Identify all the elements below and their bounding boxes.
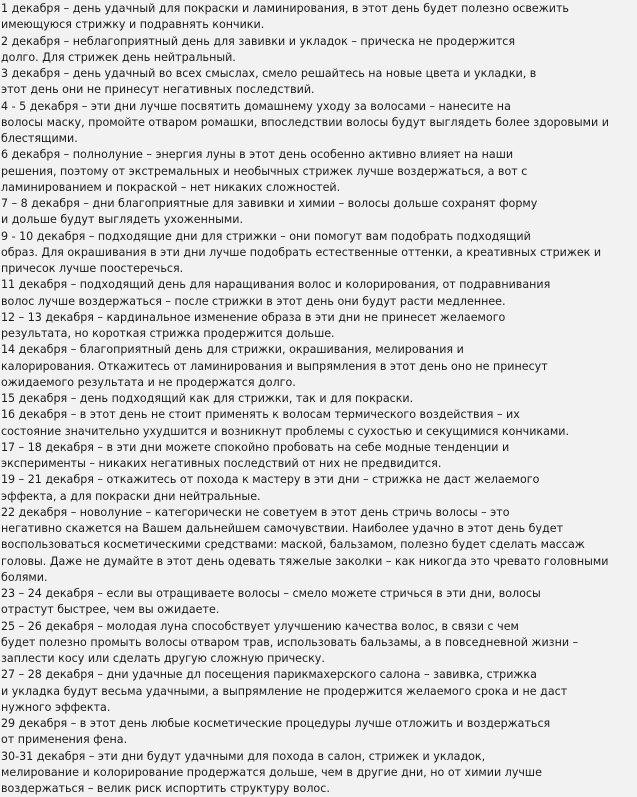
text-line: заплести косу или сделать другую сложную прическу.: [1, 652, 325, 665]
text-line: состояние значительно ухудшится и возникнут проблемы с сухостью и секущимися кончиками.: [1, 424, 570, 438]
text-line: ожидаемого результата и не продержатся долго.: [1, 375, 296, 389]
text-line: 7 – 8 декабря – дни благоприятные для завивки и химии – волосы дольше сохранят форму: [1, 197, 538, 210]
text-line: 1 декабря – день удачный для покраски и ламинирования, в этот день будет полезно освежить: [1, 2, 569, 15]
text-line: образ. Для окрашивания в эти дни лучше подобрать естественные оттенки, а креативных стрижек и: [1, 245, 602, 259]
text-line: воздержаться – велик риск испортить структуру волос.: [1, 782, 330, 795]
text-line: имеющуюся стрижку и подравнять кончики.: [1, 18, 265, 32]
text-line: от применения фена.: [1, 733, 128, 747]
text-line: 14 декабря – благоприятный день для стрижки, окрашивания, мелирования и: [1, 343, 464, 357]
text-line: результата, но короткая стрижка продержится дольше.: [1, 327, 335, 340]
text-line: 9 - 10 декабря – подходящие дни для стрижки – они помогут вам подобрать подходящий: [1, 229, 531, 243]
text-line: и укладка будут весьма удачными, а выпрямление не продержится желаемого срока и не даст: [1, 684, 568, 698]
text-line: ламинированием и покраской – нет никаких сложностей.: [1, 180, 341, 194]
text-line: негативно скажется на Вашем дальнейшем самочувствии. Наиболее удачно в этот день будет: [1, 522, 564, 535]
text-line: решения, поэтому от экстремальных и необычных стрижек лучше воздержаться, а вот с: [1, 164, 528, 178]
text-line: 6 декабря – полнолуние – энергия луны в этот день особенно активно влияет на наши: [1, 148, 514, 162]
text-line: 3 декабря – день удачный во всех смыслах, смело решайтесь на новые цвета и укладки, в: [1, 67, 537, 80]
text-line: 25 – 26 декабря – молодая луна способствует улучшению качества волос, в связи с чем: [1, 619, 519, 633]
text-line: отрастут быстрее, чем вы ожидаете.: [1, 603, 220, 617]
text-line: и дольше будут выглядеть ухоженными.: [1, 213, 243, 227]
text-line: мелирование и колорирование продержатся дольше, чем в другие дни, но от химии лучше: [1, 765, 542, 779]
text-line: 27 – 28 декабря – дни удачные дл посещения парикмахерского салона – завивка, стрижка: [1, 668, 537, 682]
text-line: 4 - 5 декабря – эти дни лучше посвятить домашнему уходу за волосами – нанесите на: [1, 99, 511, 113]
text-line: этот день они не принесут негативных последствий.: [1, 83, 315, 97]
text-line: эффекта, а для покраски дни нейтральные.: [1, 489, 261, 503]
text-line: 22 декабря – новолуние – категорически не советуем в этот день стричь волосы – это: [1, 505, 510, 519]
text-line: 11 декабря – подходящий день для наращивания волос и колорирования, от подравнивания: [1, 278, 551, 292]
text-line: блестящими.: [1, 132, 78, 145]
text-line: 30-31 декабря – эти дни будут удачными для похода в салон, стрижек и укладок,: [1, 749, 486, 763]
text-line: 16 декабря – в этот день не стоит применять к волосам термического воздействия – их: [1, 408, 520, 422]
text-line: 23 – 24 декабря – если вы отращиваете волосы – смело можете стричься в эти дни, волосы: [1, 587, 541, 600]
text-line: 17 – 18 декабря – в эти дни можете спокойно пробовать на себе модные тенденции и: [1, 440, 510, 454]
text-line: болями.: [1, 570, 48, 584]
text-line: 29 декабря – в этот день любые косметические процедуры лучше отложить и воздержаться: [1, 717, 551, 730]
text-line: волос лучше воздержаться – после стрижки в этот день они будут расти медленнее.: [1, 294, 506, 308]
text-line: 15 декабря – день подходящий как для стрижки, так и для покраски.: [1, 392, 414, 405]
text-line: нужного эффекта.: [1, 700, 111, 714]
text-line: головы. Даже не думайте в этот день одевать тяжелые заколки – как никогда это чревато головными: [1, 554, 609, 568]
text-line: волосы маску, промойте отваром ромашки, впоследствии волосы будут выглядеть более здоровыми и: [1, 115, 609, 129]
text-line: 2 декабря – неблагоприятный день для завивки и укладок – прическа не продержится: [1, 34, 516, 48]
text-line: 19 – 21 декабря – откажитесь от похода к мастеру в эти дни – стрижка не даст желаемого: [1, 473, 540, 487]
text-line: причесок лучше поостеречься.: [1, 262, 184, 275]
text-line: 12 – 13 декабря – кардинальное изменение образа в эти дни не принесет желаемого: [1, 310, 506, 324]
text-line: воспользоваться косметическими средствами: маской, бальзамом, полезно будет сделать массаж: [1, 538, 585, 552]
text-line: калорирования. Откажитесь от ламинирования и выпрямления в этот день оно не принесут: [1, 359, 548, 373]
text-line: долго. Для стрижек день нейтральный.: [1, 50, 236, 64]
text-line: будет полезно промыть волосы отваром трав, использовать бальзамы, а в повседневной жизни –: [1, 635, 579, 649]
text-line: эксперименты – никаких негативных последствий от них не предвидится.: [1, 457, 442, 470]
